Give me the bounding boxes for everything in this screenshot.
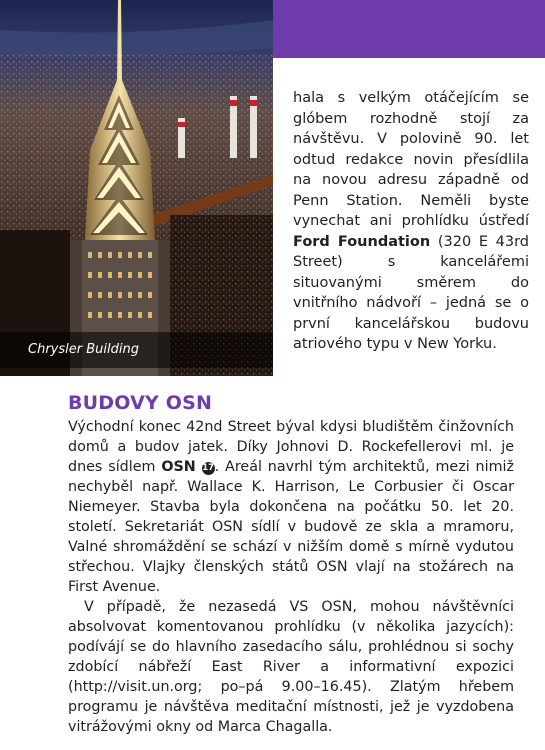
osn-name: OSN bbox=[161, 459, 196, 475]
skyline-illustration bbox=[0, 0, 273, 376]
side-column-tail: (320 E 43rd Street) s kancelářemi situovanými směrem do vnitřního nádvoří – jedná se o první kancelářskou budovu atriového typu v New Yorku. bbox=[293, 233, 529, 352]
chrysler-building-photo bbox=[0, 0, 273, 376]
paragraph-1 bbox=[68, 417, 514, 597]
side-column-text bbox=[293, 88, 529, 355]
paragraph-1-end: . Areál navrhl tým architektů, mezi nimiž nechyběl např. Wallace K. Harrison, Le Corbusier či Oscar Niemeyer. Stavba byla dokončena na počátku 50. let 20. století. Sekretariát OSN sídlí v budově ze skla a mramoru, Valné shromáždění se schází v nižším domě s mírně vydutou střechou. Vlajky členských států OSN vlají na stožárech na First Avenue. bbox=[68, 459, 514, 595]
paragraph-2: V případě, že nezasedá VS OSN, mohou návštěvníci absolvovat komentovanou prohlídku (v několika jazycích): podívájí se do hlavního zasedacího sálu, prohlédnou si sochy zdobící nábřeží East River a informativní expozici (http://visit.un.org; po–pá 9.00–16.45). Zlatým hřebem programu je návštěva meditační místnosti, jež je vyzdobena vitrážovými okny od Marca Chagalla. bbox=[68, 599, 514, 735]
photo-caption: Chrysler Building bbox=[0, 332, 273, 368]
accent-bar bbox=[273, 0, 545, 58]
paragraph-1-start: Východní konec 42nd Street býval kdysi bludištěm činžovních domů a budov jatek. Díky Johnovi D. Rockefellerovi ml. je dnes sídlem bbox=[68, 419, 514, 475]
side-column-lead: hala s velkým otáčejícím se glóbem rozhodně stojí za návštěvu. V polovině 90. let odtud redakce novin přesídlila na novou adresu západně od Penn Station. Neměli byste vynechat ani prohlídku ústředí bbox=[293, 90, 529, 229]
section-body bbox=[68, 417, 514, 737]
map-marker-icon: 17 bbox=[202, 463, 215, 473]
ford-foundation-name: Ford Foundation bbox=[293, 233, 431, 250]
section-heading: BUDOVY OSN bbox=[68, 392, 213, 414]
